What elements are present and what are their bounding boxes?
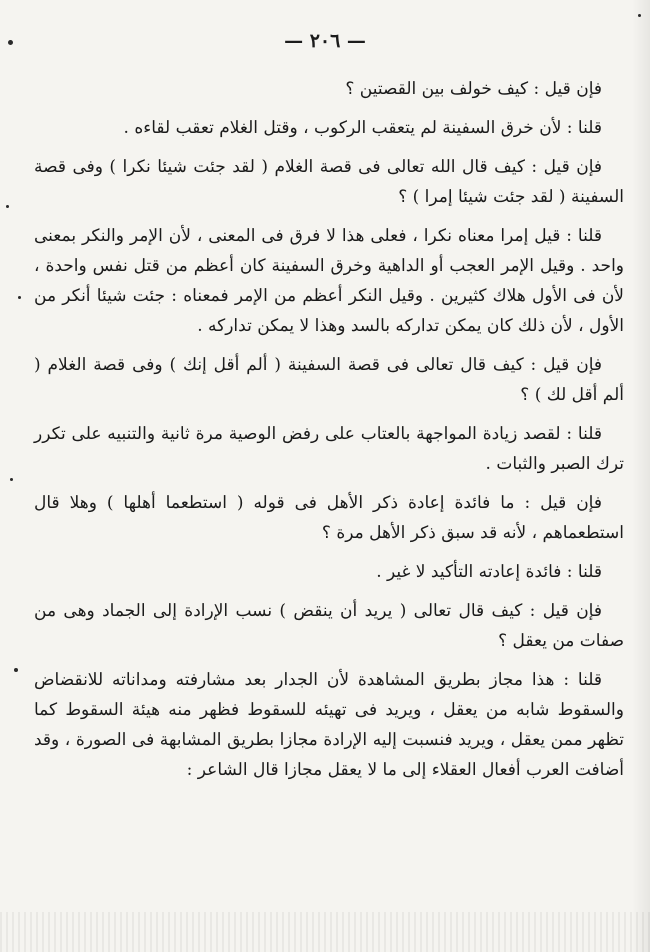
paragraph-answer-2: قلنا : قيل إمرا معناه نكرا ، فعلى هذا لا فرق فى المعنى ، لأن الإمر والنكر بمعنى واحد . وقيل الإمر العجب أو الداهية وخرق السفينة كان أعظم من قتل نفس واحدة ، لأن فى الأول هلاك كثيرين . وقيل النكر أعظم من الإمر فمعناه : جئت شيئا أنكر من الأول ، لأن ذلك كان يمكن تداركه بالسد وهذا لا يمكن تداركه .: [34, 226, 624, 336]
paragraph-answer-3: قلنا : لقصد زيادة المواجهة بالعتاب على رفض الوصية مرة ثانية والتنبيه على تكرر ترك الصبر والثبات .: [34, 424, 624, 474]
paragraph-question-2: فإن قيل : كيف قال الله تعالى فى قصة الغلام ( لقد جئت شيئا نكرا ) وفى قصة السفينة ( لقد جئت شيئا إمرا ) ؟: [34, 157, 624, 207]
paragraph-question-3: فإن قيل : كيف قال تعالى فى قصة السفينة ( ألم أقل إنك ) وفى قصة الغلام ( ألم أقل لك ) ؟: [34, 355, 624, 405]
page-edge-shadow: [632, 0, 650, 952]
scan-speck: [18, 296, 21, 299]
paragraph-question-1: فإن قيل : كيف خولف بين القصتين ؟: [345, 79, 602, 99]
body-text: [34, 74, 624, 794]
scan-speck: [6, 205, 9, 208]
paragraph-answer-5: قلنا : هذا مجاز بطريق المشاهدة لأن الجدار بعد مشارفته ومداناته للانقضاض والسقوط شابه من يعقل ، ويريد فى تهيئه للسقوط فظهر منه هيئة السقوط كما تظهر ممن يعقل ، ويريد فنسبت إليه الإرادة مجازا بطريق المشابهة فى الصورة ، وقد أضافت العرب أفعال العقلاء إلى ما لا يعقل مجازا قال الشاعر :: [34, 670, 624, 780]
scan-speck: [10, 478, 13, 481]
scan-speck: [14, 668, 18, 672]
scan-noise: [0, 912, 650, 952]
scan-speck: [8, 40, 13, 45]
page-number: — ٢٠٦ —: [284, 30, 366, 52]
paragraph-question-5: فإن قيل : كيف قال تعالى ( يريد أن ينقض ) نسب الإرادة إلى الجماد وهى من صفات من يعقل ؟: [34, 601, 624, 651]
paragraph-question-4: فإن قيل : ما فائدة إعادة ذكر الأهل فى قوله ( استطعما أهلها ) وهلا قال استطعماهم ، لأنه قد سبق ذكر الأهل مرة ؟: [34, 493, 624, 543]
paragraph-answer-1: قلنا : لأن خرق السفينة لم يتعقب الركوب ، وقتل الغلام تعقب لقاءه .: [123, 118, 602, 138]
paragraph-answer-4: قلنا : فائدة إعادته التأكيد لا غير .: [376, 562, 602, 582]
